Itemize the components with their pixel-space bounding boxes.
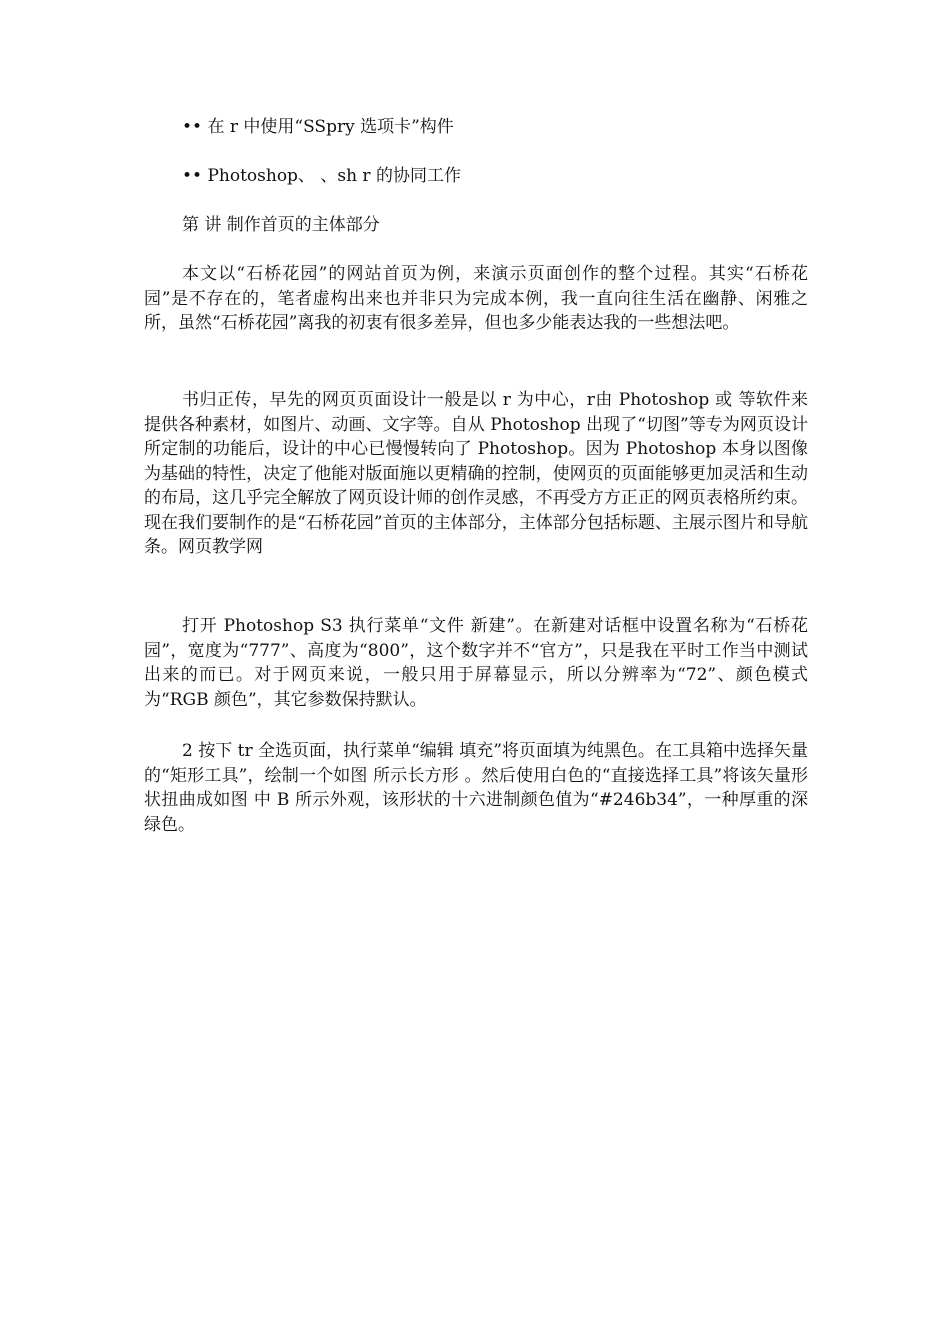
paragraph-step-1: 打开 Photoshop S3 执行菜单“文件 新建”。在新建对话框中设置名称为“石桥花园”，宽度为“777”、高度为“800”，这个数字并不“官方”，只是我在平时工作当中测试出来的而已。对于网页来说，一般只用于屏幕显示，所以分辨率为“72”、颜色模式为“RGB 颜色”，其它参数保持默认。 <box>144 616 808 710</box>
section-heading: 第 讲 制作首页的主体部分 <box>182 215 380 235</box>
paragraph-step-2: 2 按下 tr 全选页面，执行菜单“编辑 填充”将页面填为纯黑色。在工具箱中选择矢量的“矩形工具”，绘制一个如图 所示长方形 。然后使用白色的“直接选择工具”将该矢量形状扭曲成如图 中 B 所示外观，该形状的十六进制颜色值为“#246b34”，一种厚重的深绿色。 <box>144 741 808 835</box>
bullet-item-spry-tabs: •• 在 r 中使用“SSpry 选项卡”构件 <box>182 117 454 137</box>
paragraph-background: 书归正传，早先的网页页面设计一般是以 r 为中心，r由 Photoshop 或 等软件来提供各种素材，如图片、动画、文字等。自从 Photoshop 出现了“切图”等专为网页设计所定制的功能后，设计的中心已慢慢转向了 Photoshop。因为 Photoshop 本身以图像为基础的特性，决定了他能对版面施以更精确的控制，使网页的页面能够更加灵活和生动的布局，这几乎完全解放了网页设计师的创作灵感，不再受方方正正的网页表格所约束。现在我们要制作的是“石桥花园”首页的主体部分，主体部分包括标题、主展示图片和导航条。网页教学网 <box>144 390 808 557</box>
bullet-item-collaboration: •• Photoshop、 、sh r 的协同工作 <box>182 166 461 186</box>
paragraph-intro: 本文以“石桥花园”的网站首页为例，来演示页面创作的整个过程。其实“石桥花园”是不存在的，笔者虚构出来也并非只为完成本例，我一直向往生活在幽静、闲雅之所，虽然“石桥花园”离我的初衷有很多差异，但也多少能表达我的一些想法吧。 <box>144 264 808 333</box>
